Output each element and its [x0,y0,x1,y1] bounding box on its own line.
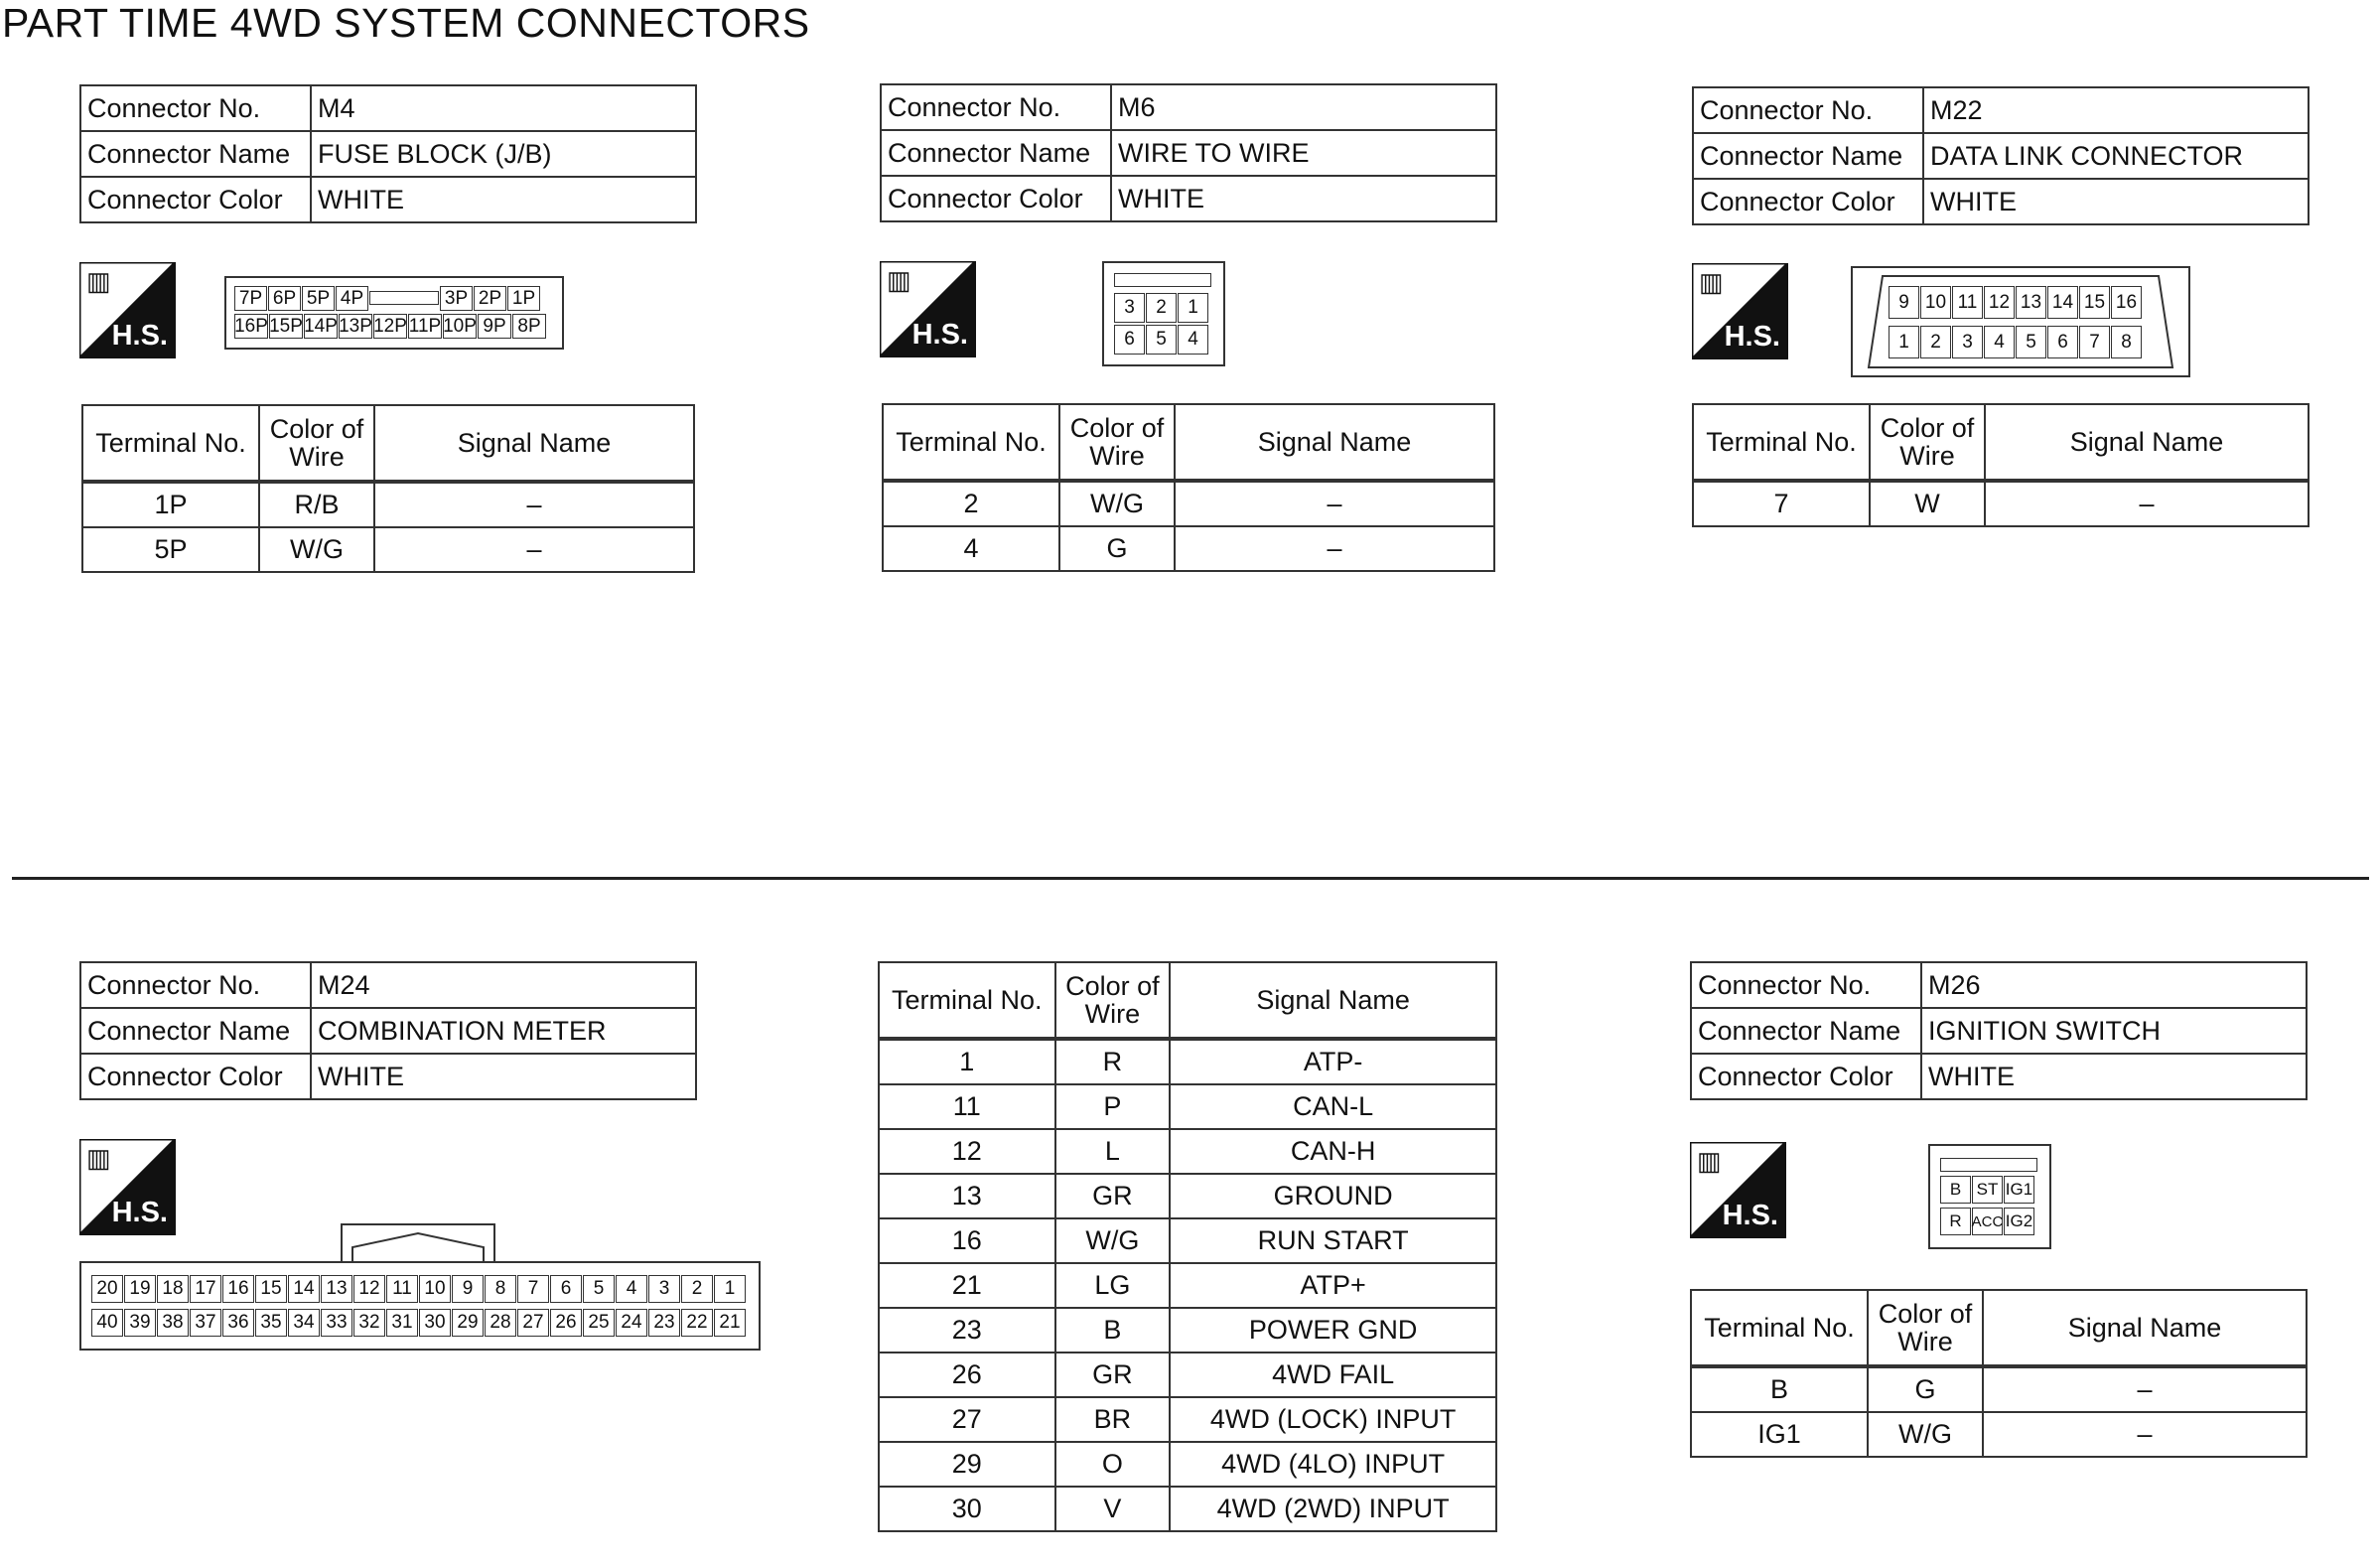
pin: 10 [419,1275,451,1303]
hs-label: H.S. [111,1197,168,1228]
connector-latch-m24 [341,1223,495,1265]
harness-icon: ▥ [86,1143,111,1173]
pin: 32 [353,1309,385,1337]
signal-name: POWER GND [1170,1308,1496,1353]
wire-color: V [1055,1487,1171,1531]
connector-no-value: M24 [311,962,696,1008]
signal-name: – [1983,1412,2307,1457]
table-row [879,1039,1496,1084]
terminal-no: 11 [879,1084,1055,1129]
pin: 9 [452,1275,484,1303]
label-connector-no: Connector No. [1693,87,1923,133]
pin: R [1940,1208,1971,1235]
label-connector-name: Connector Name [80,131,311,177]
header-color-of-wire: Color of Wire [1868,1290,1983,1366]
connector-name-value: COMBINATION METER [311,1008,696,1054]
hs-badge-m26 [1690,1142,1786,1238]
table-row [1693,481,2309,526]
pin: 37 [190,1309,221,1337]
pin: 40 [91,1309,123,1337]
terminal-table-m4 [81,404,695,573]
pin: 7 [517,1275,549,1303]
pin: 7P [234,286,267,311]
wire-color: P [1055,1084,1171,1129]
pin: 6 [1114,325,1145,355]
terminal-table-m22 [1692,403,2310,527]
header-signal-name: Signal Name [1985,404,2309,481]
signal-name: CAN-H [1170,1129,1496,1174]
header-signal-name: Signal Name [1170,962,1496,1039]
pin-row-bottom [1114,325,1209,355]
terminal-no: 5P [82,527,259,572]
pin: 5 [2016,326,2046,358]
table-row [879,1084,1496,1129]
pin: 14P [304,314,338,339]
pin-row-bottom [234,314,547,339]
label-connector-color: Connector Color [1693,179,1923,224]
table-row [883,481,1494,526]
pin: 8 [2111,326,2142,358]
connector-info-m6 [880,83,1497,222]
header-color-of-wire: Color of Wire [1870,404,1985,481]
connector-face-m26 [1928,1144,2051,1249]
signal-name: – [1175,526,1494,571]
harness-icon: ▥ [86,266,111,296]
pin: 36 [222,1309,254,1337]
connector-no-value: M26 [1921,962,2307,1008]
terminal-no: 2 [883,481,1059,526]
signal-name: – [1175,481,1494,526]
pin: 1 [714,1275,746,1303]
wire-color: GR [1055,1174,1171,1218]
hs-label: H.S. [1724,321,1780,353]
label-connector-color: Connector Color [80,177,311,222]
wire-color: W/G [259,527,374,572]
page-title: PART TIME 4WD SYSTEM CONNECTORS [2,0,810,46]
connector-no-value: M4 [311,85,696,131]
terminal-table-m26 [1690,1289,2308,1458]
terminal-no: 30 [879,1487,1055,1531]
harness-icon: ▥ [1699,267,1724,297]
terminal-no: 1 [879,1039,1055,1084]
connector-name-value: IGNITION SWITCH [1921,1008,2307,1054]
pin: 5P [302,286,335,311]
pin: 38 [157,1309,189,1337]
pin: 1 [1889,326,1919,358]
connector-face-m4 [224,276,564,350]
pin: 19 [124,1275,156,1303]
terminal-table-m6 [882,403,1495,572]
harness-icon: ▥ [887,265,911,295]
hs-badge-m22 [1692,263,1788,359]
table-row [879,1218,1496,1263]
wire-color: W/G [1868,1412,1983,1457]
signal-name: 4WD (LOCK) INPUT [1170,1397,1496,1442]
connector-name-value: FUSE BLOCK (J/B) [311,131,696,177]
pin: 25 [583,1309,615,1337]
wire-color: R/B [259,482,374,527]
terminal-no: 4 [883,526,1059,571]
header-signal-name: Signal Name [1175,404,1494,481]
terminal-no: 1P [82,482,259,527]
wire-color: BR [1055,1397,1171,1442]
pin-row-bottom [1889,326,2143,358]
pin: 2 [1146,293,1177,323]
pin: 6P [268,286,301,311]
label-connector-color: Connector Color [1691,1054,1921,1099]
header-terminal-no: Terminal No. [1691,1290,1868,1366]
pin-row-top [91,1275,747,1303]
pin: 4 [1178,325,1208,355]
pin: ACC [1972,1208,2003,1235]
wire-color: R [1055,1039,1171,1084]
pin: 31 [386,1309,418,1337]
header-color-of-wire: Color of Wire [259,405,374,482]
terminal-no: 29 [879,1442,1055,1487]
pin: 12P [373,314,407,339]
pin: 9P [478,314,511,339]
signal-name: – [374,527,694,572]
pin: 33 [321,1309,352,1337]
pin: 28 [485,1309,516,1337]
pin: 15 [2079,286,2110,319]
wire-color: L [1055,1129,1171,1174]
wire-color: LG [1055,1263,1171,1308]
pin: B [1940,1176,1971,1204]
connector-color-value: WHITE [1923,179,2309,224]
harness-icon: ▥ [1697,1146,1722,1176]
label-connector-color: Connector Color [881,176,1111,221]
terminal-no: 16 [879,1218,1055,1263]
pin: 16P [234,314,268,339]
connector-no-value: M22 [1923,87,2309,133]
table-row [879,1487,1496,1531]
pin: 4 [616,1275,647,1303]
pin: 17 [190,1275,221,1303]
table-row [879,1353,1496,1397]
pin: 3P [440,286,473,311]
signal-name: ATP+ [1170,1263,1496,1308]
pin: 23 [648,1309,680,1337]
label-connector-color: Connector Color [80,1054,311,1099]
pin: 15 [255,1275,287,1303]
connector-info-m26 [1690,961,2308,1100]
pin: 2 [681,1275,713,1303]
wire-color: W [1870,481,1985,526]
table-row [1691,1412,2307,1457]
pin-row-top [1114,293,1209,323]
pin: 27 [517,1309,549,1337]
connector-info-m4 [79,84,697,223]
hs-label: H.S. [1722,1200,1778,1231]
hs-badge-m6 [880,261,976,357]
connector-color-value: WHITE [1111,176,1496,221]
table-row [879,1442,1496,1487]
signal-name: 4WD (4LO) INPUT [1170,1442,1496,1487]
terminal-no: 23 [879,1308,1055,1353]
pin: ST [1972,1176,2003,1204]
latch-shape [343,1225,493,1265]
pin: 29 [452,1309,484,1337]
signal-name: – [1983,1366,2307,1412]
pin: 34 [288,1309,320,1337]
hs-label: H.S. [911,319,968,351]
pin: 3 [1952,326,1983,358]
wire-color: W/G [1059,481,1175,526]
hs-badge-m4 [79,262,176,358]
label-connector-no: Connector No. [1691,962,1921,1008]
signal-name: – [374,482,694,527]
connector-color-value: WHITE [1921,1054,2307,1099]
connector-color-value: WHITE [311,177,696,222]
pin: 12 [1984,286,2015,319]
pin: 13P [339,314,372,339]
pin: 15P [269,314,303,339]
pin-row-top [234,286,541,311]
pin: 11 [386,1275,418,1303]
pin: 26 [550,1309,582,1337]
pin: 4P [336,286,368,311]
pin-key [369,291,439,305]
label-connector-no: Connector No. [80,85,311,131]
terminal-no: 27 [879,1397,1055,1442]
terminal-no: IG1 [1691,1412,1868,1457]
signal-name: 4WD (2WD) INPUT [1170,1487,1496,1531]
signal-name: ATP- [1170,1039,1496,1084]
connector-face-m24 [79,1261,761,1351]
pin: IG1 [2004,1176,2034,1204]
pin: 7 [2079,326,2110,358]
table-row [82,482,694,527]
terminal-no: 13 [879,1174,1055,1218]
pin: 11P [408,314,442,339]
table-row [879,1263,1496,1308]
label-connector-no: Connector No. [80,962,311,1008]
connector-name-value: WIRE TO WIRE [1111,130,1496,176]
connector-color-value: WHITE [311,1054,696,1099]
pin: 8 [485,1275,516,1303]
pin: 5 [1146,325,1177,355]
pin-row-top [1940,1176,2035,1204]
connector-latch [1114,273,1211,287]
pin: 22 [681,1309,713,1337]
pin: 1P [507,286,540,311]
signal-name: – [1985,481,2309,526]
table-row [879,1129,1496,1174]
header-color-of-wire: Color of Wire [1059,404,1175,481]
pin: 2P [474,286,506,311]
table-row [1691,1366,2307,1412]
label-connector-no: Connector No. [881,84,1111,130]
pin: 6 [550,1275,582,1303]
hs-badge-m24 [79,1139,176,1235]
pin: 13 [321,1275,352,1303]
table-row [879,1397,1496,1442]
wire-color: GR [1055,1353,1171,1397]
wire-color: W/G [1055,1218,1171,1263]
header-signal-name: Signal Name [1983,1290,2307,1366]
header-terminal-no: Terminal No. [883,404,1059,481]
table-row [879,1308,1496,1353]
pin: 10 [1920,286,1951,319]
connector-no-value: M6 [1111,84,1496,130]
pin: 20 [91,1275,123,1303]
label-connector-name: Connector Name [1691,1008,1921,1054]
header-terminal-no: Terminal No. [1693,404,1870,481]
connector-info-m24 [79,961,697,1100]
pin: 11 [1952,286,1983,319]
signal-name: GROUND [1170,1174,1496,1218]
connector-face-m6 [1102,261,1225,366]
terminal-no: 7 [1693,481,1870,526]
pin: 18 [157,1275,189,1303]
terminal-no: B [1691,1366,1868,1412]
signal-name: 4WD FAIL [1170,1353,1496,1397]
pin: 13 [2016,286,2046,319]
terminal-no: 26 [879,1353,1055,1397]
label-connector-name: Connector Name [881,130,1111,176]
pin: 1 [1178,293,1208,323]
signal-name: RUN START [1170,1218,1496,1263]
connector-face-m22 [1851,266,2190,377]
pin: 9 [1889,286,1919,319]
table-row [879,1174,1496,1218]
pin: 14 [2047,286,2078,319]
wire-color: B [1055,1308,1171,1353]
pin: 10P [443,314,477,339]
hs-label: H.S. [111,320,168,352]
pin: 24 [616,1309,647,1337]
terminal-no: 12 [879,1129,1055,1174]
connector-info-m22 [1692,86,2310,225]
label-connector-name: Connector Name [1693,133,1923,179]
label-connector-name: Connector Name [80,1008,311,1054]
pin: 2 [1920,326,1951,358]
pin: 3 [648,1275,680,1303]
pin-row-bottom [91,1309,747,1337]
pin: 8P [512,314,546,339]
pin: 16 [2111,286,2142,319]
signal-name: CAN-L [1170,1084,1496,1129]
pin: 12 [353,1275,385,1303]
connector-name-value: DATA LINK CONNECTOR [1923,133,2309,179]
pin: 5 [583,1275,615,1303]
pin: 4 [1984,326,2015,358]
header-terminal-no: Terminal No. [82,405,259,482]
header-color-of-wire: Color of Wire [1055,962,1171,1039]
wire-color: G [1059,526,1175,571]
table-row [883,526,1494,571]
pin: 3 [1114,293,1145,323]
pin: 6 [2047,326,2078,358]
pin: 21 [714,1309,746,1337]
connector-outline [1853,268,2188,375]
terminal-table-m24 [878,961,1497,1532]
table-row [82,527,694,572]
section-divider [12,877,2369,880]
pin: IG2 [2004,1208,2034,1235]
pin: 16 [222,1275,254,1303]
connector-latch [1940,1158,2037,1172]
terminal-no: 21 [879,1263,1055,1308]
wire-color: O [1055,1442,1171,1487]
pin: 30 [419,1309,451,1337]
pin: 39 [124,1309,156,1337]
header-signal-name: Signal Name [374,405,694,482]
pin-row-top [1889,286,2143,319]
pin-row-bottom [1940,1208,2035,1235]
header-terminal-no: Terminal No. [879,962,1055,1039]
pin: 14 [288,1275,320,1303]
wire-color: G [1868,1366,1983,1412]
pin: 35 [255,1309,287,1337]
